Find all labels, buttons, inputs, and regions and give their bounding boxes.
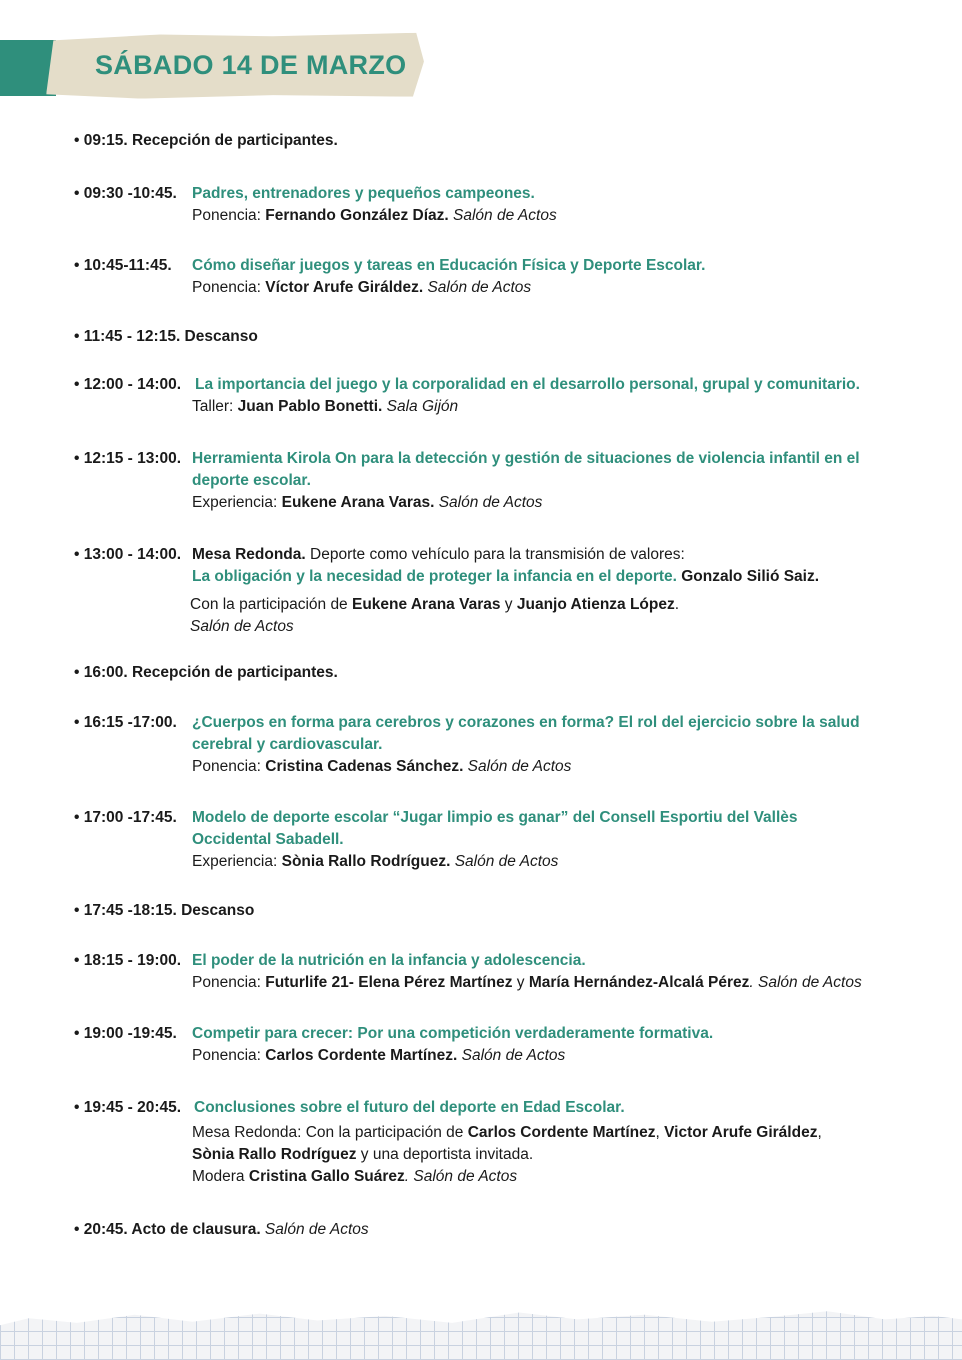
item-time: • 12:00 - 14:00. (74, 376, 182, 393)
item-time: • 19:00 -19:45. (74, 1025, 177, 1042)
item-room: Salón de Actos (260, 1221, 369, 1238)
item-time: • 17:00 -17:45. (74, 809, 177, 826)
item-speaker: Sònia Rallo Rodríguez. (281, 853, 451, 870)
item-room: Salón de Actos (463, 758, 572, 775)
item-speaker: Futurlife 21- Elena Pérez Martínez (265, 974, 513, 991)
item-speaker: Fernando González Díaz. (265, 207, 449, 224)
item-room: . Salón de Actos (749, 974, 862, 991)
item-title: ¿Cuerpos en forma para cerebros y corazones en forma? El rol del ejercicio sobre la salud (192, 714, 860, 731)
torn-grid-paper-decoration (0, 1302, 962, 1360)
item-room: Salón de Actos (423, 279, 532, 296)
item-title: Conclusiones sobre el futuro del deporte en Edad Escolar. (194, 1099, 625, 1116)
page-title: SÁBADO 14 DE MARZO (95, 50, 407, 80)
item-speaker: Cristina Cadenas Sánchez. (265, 758, 464, 775)
item-title: Cómo diseñar juegos y tareas en Educación Física y Deporte Escolar. (192, 257, 706, 274)
item-room: Salón de Actos (190, 618, 294, 635)
agenda-item-2045: • 20:45. Acto de clausura. Salón de Actos (74, 1221, 369, 1238)
item-title: Competir para crecer: Por una competición verdaderamente formativa. (192, 1025, 714, 1042)
item-room: Sala Gijón (382, 398, 459, 415)
agenda-item-1745: • 17:45 -18:15. Descanso (74, 902, 255, 919)
agenda-item-1145: • 11:45 - 12:15. Descanso (74, 328, 258, 345)
item-time: • 18:15 - 19:00. (74, 952, 182, 969)
item-room: Salón de Actos (434, 494, 543, 511)
item-time: • 12:15 - 13:00. (74, 450, 182, 467)
item-speaker: Juan Pablo Bonetti. (237, 398, 383, 415)
item-room: . Salón de Actos (404, 1168, 518, 1185)
agenda-item-1600: • 16:00. Recepción de participantes. (74, 664, 338, 681)
item-speaker: Gonzalo Silió Saiz. (676, 568, 820, 585)
item-time: • 19:45 - 20:45. (74, 1099, 182, 1116)
item-room: Salón de Actos (450, 853, 559, 870)
item-time: • 10:45-11:45. (74, 257, 172, 274)
item-time: • 16:15 -17:00. (74, 714, 177, 731)
item-title: La obligación y la necesidad de proteger la infancia en el deporte. (192, 568, 677, 585)
item-title: Modelo de deporte escolar “Jugar limpio es ganar” del Consell Esportiu del Vallès (192, 809, 798, 826)
item-title: La importancia del juego y la corporalidad en el desarrollo personal, grupal y comunitario. (195, 376, 860, 393)
item-time: • 09:30 -10:45. (74, 185, 177, 202)
item-title: Padres, entrenadores y pequeños campeones. (192, 185, 535, 202)
item-time: • 13:00 - 14:00. (74, 546, 182, 563)
item-title: El poder de la nutrición en la infancia y adolescencia. (192, 952, 586, 969)
item-speaker: Víctor Arufe Giráldez. (265, 279, 424, 296)
item-room: Salón de Actos (457, 1047, 566, 1064)
item-title: Herramienta Kirola On para la detección y gestión de situaciones de violencia infantil en el (192, 450, 860, 467)
item-speaker: Carlos Cordente Martínez. (265, 1047, 458, 1064)
agenda-item-0915: • 09:15. Recepción de participantes. (74, 132, 338, 149)
item-speaker: Eukene Arana Varas. (281, 494, 435, 511)
item-room: Salón de Actos (448, 207, 557, 224)
